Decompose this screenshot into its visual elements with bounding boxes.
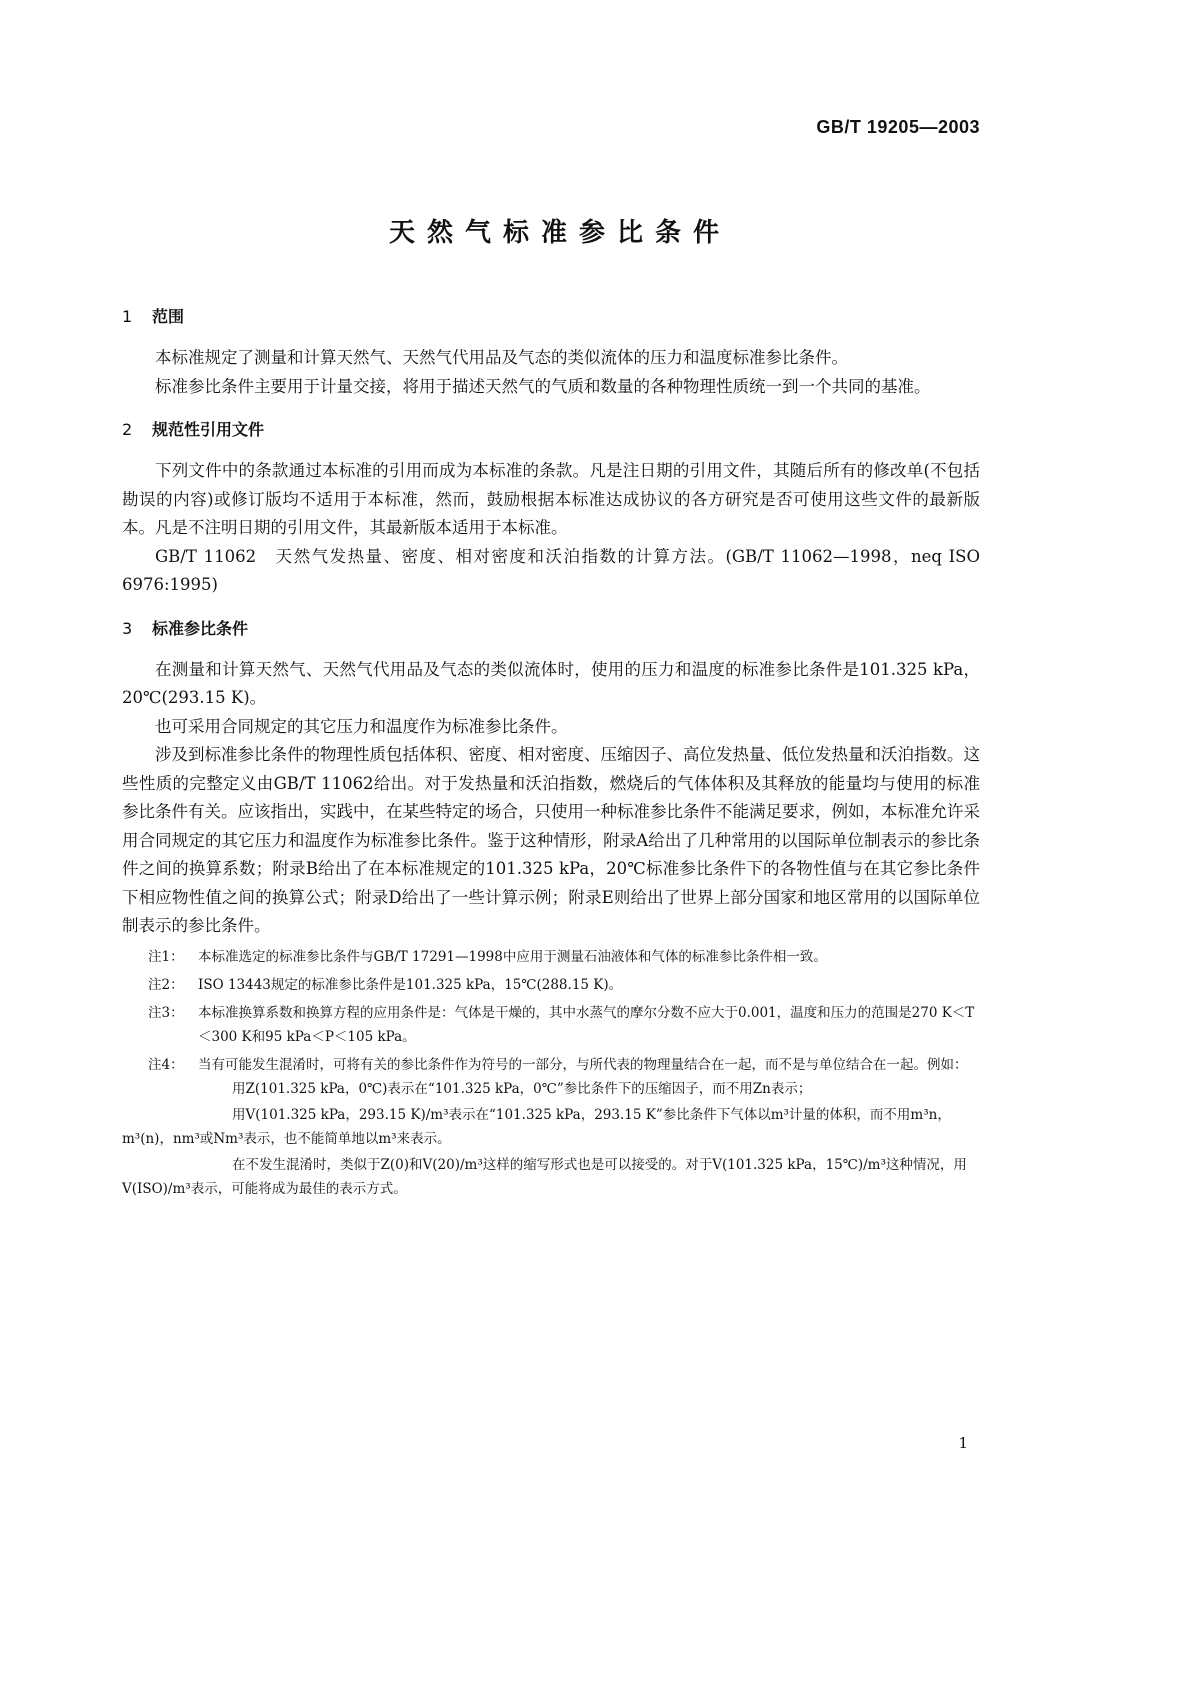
section-normative-references	[122, 417, 980, 600]
paragraph: 本标准规定了测量和计算天然气、天然气代用品及气态的类似流体的压力和温度标准参比条件。	[155, 348, 848, 367]
note-4	[122, 1053, 980, 1201]
note-text: 本标准换算系数和换算方程的应用条件是：气体是干燥的，其中水蒸气的摩尔分数不应大于0.001，温度和压力的范围是270 K＜T＜300 K和95 kPa＜P＜105 kPa。	[198, 1004, 975, 1045]
section-reference-conditions	[122, 616, 980, 1201]
note-label: 注1：	[148, 948, 184, 965]
section-number: 2	[122, 420, 133, 439]
note-example: 用V(101.325 kPa，293.15 K)/m³表示在“101.325 kPa，293.15 K”参比条件下气体以m³计量的体积，而不用m³n，m³(n)，nm³或Nm³表示，也不能简单地以m³来表示。	[122, 1106, 951, 1147]
section-number: 3	[122, 618, 133, 638]
section-heading	[122, 304, 980, 330]
note-2	[122, 973, 980, 997]
note-label: 注3：	[148, 1004, 184, 1021]
note-text: ISO 13443规定的标准参比条件是101.325 kPa，15℃(288.15 K)。	[198, 976, 623, 993]
note-1	[122, 945, 980, 969]
paragraph: 涉及到标准参比条件的物理性质包括体积、密度、相对密度、压缩因子、高位发热量、低位发热量和沃泊指数。这些性质的完整定义由GB/T 11062给出。对于发热量和沃泊指数，燃烧后的气体体积及其释放的能量均与使用的标准参比条件有关。应该指出，实践中，在某些特定的场合，只使用一种标准参比条件不能满足要求，例如，本标准允许采用合同规定的其它压力和温度作为标准参比条件。鉴于这种情形，附录A给出了几种常用的以国际单位制表示的参比条件之间的换算系数；附录B给出了在本标准规定的101.325 kPa，20℃标准参比条件下的各物性值与在其它参比条件下相应物性值之间的换算公式；附录D给出了一些计算示例；附录E则给出了世界上部分国家和地区常用的以国际单位制表示的参比条件。	[122, 745, 980, 935]
section-heading	[122, 417, 980, 443]
reference-entry: GB/T 11062 天然气发热量、密度、相对密度和沃泊指数的计算方法。(GB/T 11062—1998，neq ISO 6976:1995)	[122, 546, 980, 594]
section-title: 规范性引用文件	[152, 420, 265, 439]
paragraph: 也可采用合同规定的其它压力和温度作为标准参比条件。	[155, 716, 568, 736]
section-heading	[122, 616, 980, 642]
note-3	[122, 1001, 980, 1049]
standard-number: GB/T 19205—2003	[816, 117, 980, 137]
document-body	[122, 304, 980, 1217]
note-label: 注2：	[148, 976, 184, 993]
paragraph: 在测量和计算天然气、天然气代用品及气态的类似流体时，使用的压力和温度的标准参比条件是101.325 kPa，20℃(293.15 K)。	[122, 659, 980, 707]
section-number: 1	[122, 307, 133, 326]
page-number: 1	[958, 1434, 968, 1452]
note-text: 当有可能发生混淆时，可将有关的参比条件作为符号的一部分，与所代表的物理量结合在一起，而不是与单位结合在一起。例如：	[198, 1056, 968, 1073]
note-label: 注4：	[148, 1056, 184, 1073]
note-example: 在不发生混淆时，类似于Z(0)和V(20)/m³这样的缩写形式也是可以接受的。对于V(101.325 kPa，15℃)/m³这种情况，用V(ISO)/m³表示，可能将成为最佳的表示方式。	[122, 1156, 967, 1197]
note-example: 用Z(101.325 kPa，0℃)表示在“101.325 kPa，0℃”参比条件下的压缩因子，而不用Zn表示；	[232, 1080, 812, 1097]
section-title: 范围	[152, 307, 185, 326]
document-title: 天然气标准参比条件	[388, 218, 731, 248]
note-text: 本标准选定的标准参比条件与GB/T 17291—1998中应用于测量石油液体和气体的标准参比条件相一致。	[198, 948, 827, 965]
section-title: 标准参比条件	[152, 618, 249, 638]
section-scope	[122, 304, 980, 401]
notes	[122, 945, 980, 1201]
paragraph: 标准参比条件主要用于计量交接，将用于描述天然气的气质和数量的各种物理性质统一到一个共同的基准。	[155, 376, 931, 396]
paragraph: 下列文件中的条款通过本标准的引用而成为本标准的条款。凡是注日期的引用文件，其随后所有的修改单(不包括勘误的内容)或修订版均不适用于本标准，然而，鼓励根据本标准达成协议的各方研究是否可使用这些文件的最新版本。凡是不注明日期的引用文件，其最新版本适用于本标准。	[122, 461, 980, 537]
